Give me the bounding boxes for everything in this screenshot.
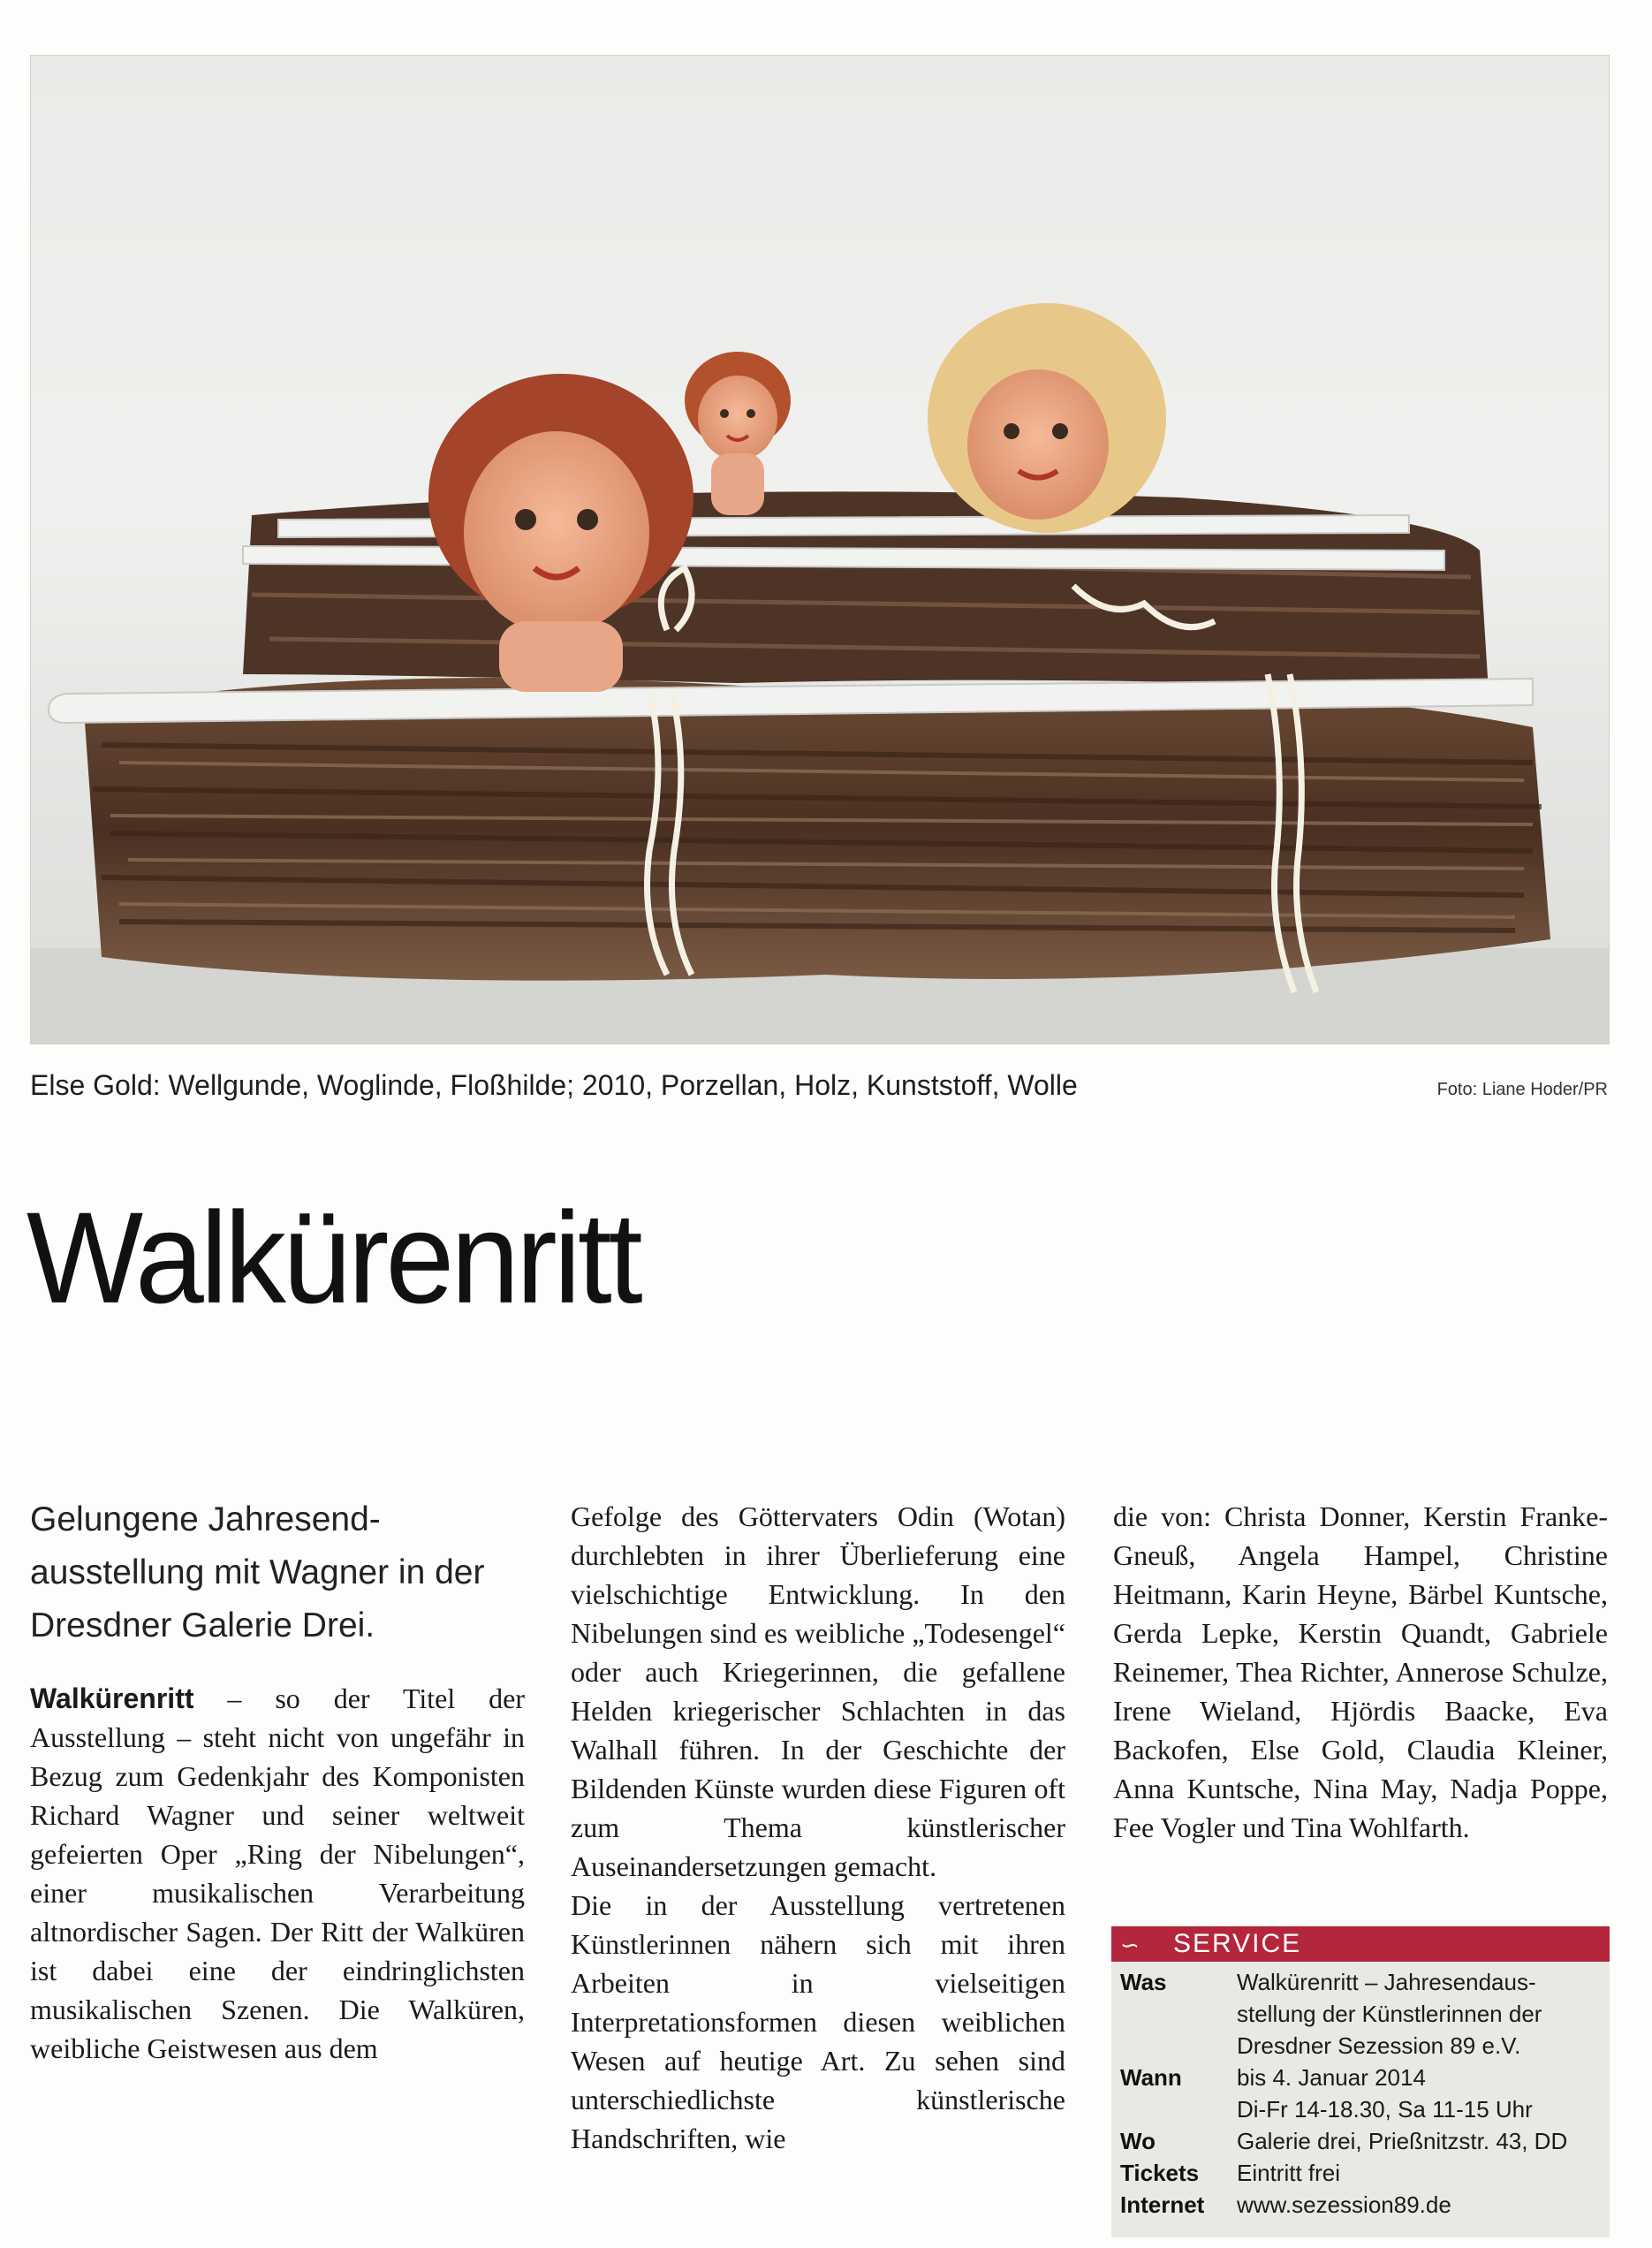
service-row-key bbox=[1120, 2031, 1237, 2062]
service-row-key: Was bbox=[1120, 1969, 1167, 1995]
service-row-value: Dresdner Sezession 89 e.V. bbox=[1237, 2032, 1521, 2059]
artwork-photo bbox=[30, 55, 1610, 1044]
service-row-key bbox=[1120, 2094, 1237, 2126]
service-info-grid bbox=[1111, 1962, 1610, 2237]
service-row-key: Internet bbox=[1120, 2191, 1205, 2218]
photo-caption: Else Gold: Wellgunde, Woglinde, Floßhilde; 2010, Porzellan, Holz, Kunststoff, Wolle bbox=[30, 1069, 1078, 1101]
pen-swoosh-icon: ∽ bbox=[1120, 1932, 1141, 1958]
deck-subheadline: Gelungene Jahresend-ausstellung mit Wagner in der Dresdner Galerie Drei. bbox=[30, 1500, 485, 1644]
photo-credit: Foto: Liane Hoder/PR bbox=[1436, 1080, 1608, 1099]
headline: Walkürenritt bbox=[27, 1184, 640, 1331]
service-header bbox=[1111, 1926, 1610, 1962]
service-row-value: Galerie drei, Prießnitzstr. 43, DD bbox=[1237, 2128, 1568, 2154]
service-box bbox=[1111, 1926, 1610, 2237]
doll-right bbox=[928, 303, 1166, 533]
service-title: SERVICE bbox=[1173, 1929, 1302, 1958]
doll-middle bbox=[685, 352, 791, 515]
photo-illustration bbox=[31, 56, 1609, 1044]
column-1-body bbox=[30, 1679, 525, 2068]
column-2-paragraph-2: Die in der Ausstellung vertretenen Künstlerinnen nähern sich mit ihren Arbeiten in vielseitigen Interpretationsformen diesen weiblichen Wesen auf heutige Art. Zu sehen sind unterschiedlichste künstlerische Handschriften, wie bbox=[571, 1889, 1065, 2154]
service-row-value: bis 4. Januar 2014 bbox=[1237, 2064, 1426, 2091]
service-row-key: Wann bbox=[1120, 2064, 1182, 2091]
column-2 bbox=[571, 1497, 1065, 2158]
service-row-key: Wo bbox=[1120, 2128, 1156, 2154]
service-row-value: stellung der Künstlerinnen der bbox=[1237, 2001, 1542, 2027]
lead-bold: Walkürenritt bbox=[30, 1682, 194, 1714]
service-row-key bbox=[1120, 1999, 1237, 2031]
column-3-text: die von: Christa Donner, Kerstin Franke-Gneuß, Angela Hampel, Christine Heitmann, Karin Heyne, Bärbel Kuntsche, Gerda Lepke, Kerstin Quandt, Gabriele Reinemer, Thea Richter, Annerose Schulze, Irene Wieland, Hjördis Baacke, Eva Backofen, Else Gold, Claudia Kleiner, Anna Kuntsche, Nina May, Nadja Poppe, Fee Vogler und Tina Wohlfarth. bbox=[1113, 1500, 1608, 1843]
service-row-value: www.sezession89.de bbox=[1237, 2191, 1451, 2218]
service-row-value: Di-Fr 14-18.30, Sa 11-15 Uhr bbox=[1237, 2096, 1533, 2123]
service-row-value: Walkürenritt – Jahresendaus- bbox=[1237, 1969, 1536, 1995]
column-1 bbox=[30, 1493, 525, 2068]
column-1-text: – so der Titel der Ausstellung – steht nicht von ungefähr in Bezug zum Gedenkjahr des Komponisten Richard Wagner und seiner weltweit gefeierten Oper „Ring der Nibelungen“, einer musikalischen Verarbeitung altnordischer Sagen. Der Ritt der Walküren ist dabei eine der eindringlichsten musikalischen Szenen. Die Walküren, weibliche Geistwesen aus dem bbox=[30, 1682, 525, 2064]
service-row-key: Tickets bbox=[1120, 2160, 1200, 2186]
column-2-paragraph-1: Gefolge des Göttervaters Odin (Wotan) durchlebten in ihrer Überlieferung eine vielschichtige Entwicklung. In den Nibelungen sind es weibliche „Todesengel“ oder auch Kriegerinnen, die gefallene Helden kriegerischer Schlachten in das Walhall führen. In der Geschichte der Bildenden Künste wurden diese Figuren oft zum Thema künstlerischer Auseinandersetzungen gemacht. bbox=[571, 1500, 1065, 1882]
column-3 bbox=[1113, 1497, 1608, 1847]
service-row-value: Eintritt frei bbox=[1237, 2160, 1341, 2186]
